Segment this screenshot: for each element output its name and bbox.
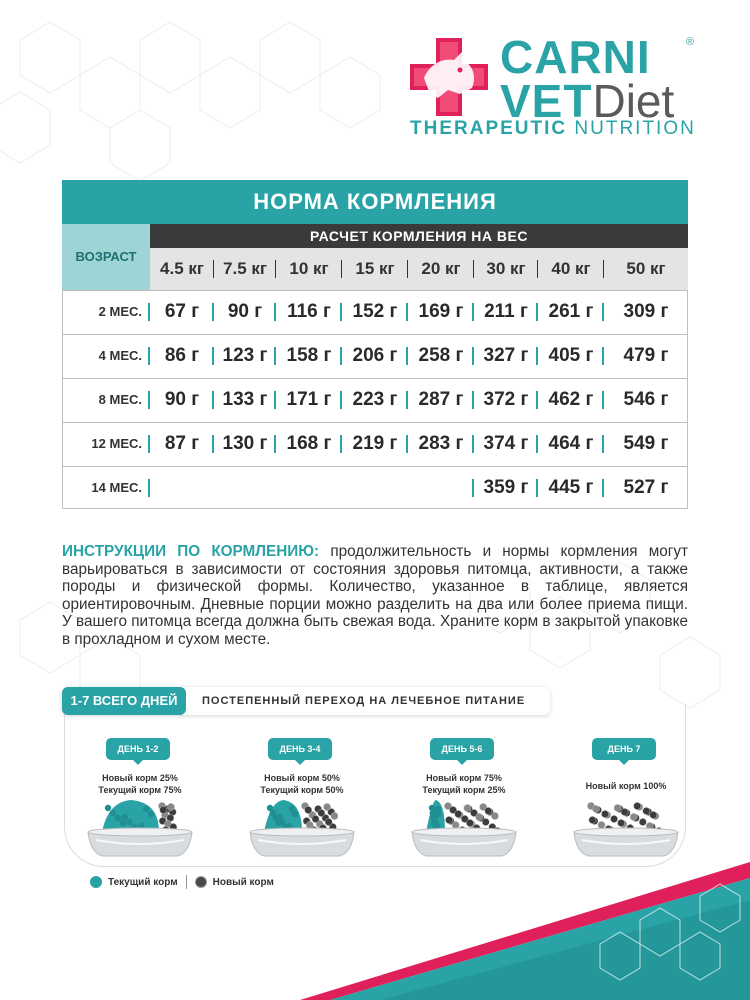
stage-current-food-text: Текущий корм 50% (260, 785, 344, 795)
tagline-light: NUTRITION (574, 118, 696, 139)
current-kibble (120, 820, 126, 826)
brand-word-carni: CARNI (500, 31, 651, 83)
new-kibble (476, 813, 483, 820)
table-cell: 287 г (408, 379, 474, 421)
table-cell: 86 г (150, 335, 214, 377)
stage-day-badge: ДЕНЬ 3-4 (268, 738, 332, 760)
brand-logo (410, 30, 710, 145)
new-kibble (601, 810, 608, 817)
table-cell: 90 г (214, 291, 276, 333)
stage-day-badge: ДЕНЬ 7 (592, 738, 656, 760)
bowl-rim (250, 828, 354, 836)
row-age-label: 12 МЕС. (62, 423, 150, 465)
table-cell: 546 г (623, 389, 669, 410)
table-cell: 158 г (276, 335, 342, 377)
stage-new-food-text: Новый корм 25% (102, 773, 178, 783)
new-kibble (160, 806, 167, 813)
current-food-swatch-icon (90, 876, 102, 888)
new-kibble (598, 821, 605, 828)
current-kibble (121, 814, 127, 820)
current-kibble (275, 820, 281, 826)
current-kibble (431, 820, 437, 826)
new-kibble (312, 815, 319, 822)
new-kibble (485, 807, 492, 814)
stage-current-food-text: Текущий корм 25% (422, 785, 506, 795)
table-cell: 90 г (150, 379, 214, 421)
food-legend (90, 874, 274, 890)
new-kibble (167, 803, 174, 810)
table-title: НОРМА КОРМЛЕНИЯ (62, 180, 688, 224)
transition-stage (566, 738, 686, 868)
legend-new-label: Новый корм (212, 876, 274, 888)
table-cell: 123 г (214, 335, 276, 377)
bowl-rim (412, 828, 516, 836)
table-cell: 116 г (276, 291, 342, 333)
new-kibble (621, 808, 628, 815)
table-cell: 327 г (474, 335, 538, 377)
new-kibble (634, 802, 641, 809)
current-kibble (115, 815, 121, 821)
new-kibble (630, 813, 637, 820)
new-kibble (618, 819, 625, 826)
table-cell: 372 г (474, 379, 538, 421)
table-cell: 464 г (538, 423, 604, 465)
table-cell: 223 г (342, 379, 408, 421)
new-kibble (464, 804, 471, 811)
new-kibble (452, 821, 459, 828)
table-cell: 374 г (474, 423, 538, 465)
new-kibble (592, 805, 599, 812)
new-kibble (614, 804, 621, 811)
food-bowl-icon (244, 794, 360, 862)
stage-day-badge: ДЕНЬ 5-6 (430, 738, 494, 760)
current-kibble (436, 811, 442, 817)
table-cell: 133 г (214, 379, 276, 421)
current-kibble (148, 811, 154, 817)
medical-cross-pet-icon (410, 38, 488, 116)
table-cell: 527 г (623, 477, 669, 498)
current-kibble (126, 819, 132, 825)
transition-stage (80, 738, 200, 868)
new-kibble (650, 811, 657, 818)
weight-header-cell: 7.5 кг (214, 248, 276, 290)
new-kibble (445, 816, 452, 823)
new-kibble (318, 809, 325, 816)
new-kibble (331, 812, 338, 819)
table-cell: 219 г (342, 423, 408, 465)
row-age-label: 4 МЕС. (62, 335, 150, 377)
table-cell: 206 г (342, 335, 408, 377)
weight-header-row (150, 248, 688, 290)
instructions-heading: ИНСТРУКЦИИ ПО КОРМЛЕНИЮ: (62, 543, 320, 560)
new-kibble (643, 807, 650, 814)
weight-header-cell: 15 кг (342, 248, 408, 290)
transition-days-badge: 1-7 ВСЕГО ДНЕЙ (62, 687, 186, 715)
weight-header-cell: 40 кг (538, 248, 604, 290)
age-header: ВОЗРАСТ (62, 224, 150, 290)
table-cell: 87 г (150, 423, 214, 465)
new-kibble (589, 816, 596, 823)
table-cell: 171 г (276, 379, 342, 421)
new-kibble (491, 812, 498, 819)
food-bowl-icon (406, 794, 522, 862)
new-kibble (639, 818, 646, 825)
stage-day-badge: ДЕНЬ 1-2 (106, 738, 170, 760)
table-cell: 405 г (538, 335, 604, 377)
table-cell: 130 г (214, 423, 276, 465)
bowl-rim (574, 828, 678, 836)
weight-header-cell: 20 кг (408, 248, 474, 290)
row-age-label: 14 МЕС. (62, 467, 150, 509)
stage-new-food-text: Новый корм 75% (426, 773, 502, 783)
weight-header-cell: 4.5 кг (150, 248, 214, 290)
stage-new-food-text: Новый корм 50% (264, 773, 340, 783)
tagline-bold: THERAPEUTIC (410, 118, 568, 139)
stage-new-food-text: Новый корм 100% (585, 781, 667, 791)
new-kibble (305, 806, 312, 813)
table-cell: 261 г (538, 291, 604, 333)
new-food-swatch-icon (195, 876, 207, 888)
weight-header-cell: 10 кг (276, 248, 342, 290)
table-cell: 67 г (150, 291, 214, 333)
weight-header-cell: 30 кг (474, 248, 538, 290)
brand-word-diet: Diet (592, 75, 675, 127)
current-kibble (143, 806, 149, 812)
table-cell: 211 г (474, 291, 538, 333)
table-cell: 283 г (408, 423, 474, 465)
food-bowl-icon (568, 794, 684, 862)
feeding-table (62, 180, 688, 508)
table-cell: 169 г (408, 291, 474, 333)
instructions-body: продолжительность и нормы кормления могут варьироваться в зависимости от состояния здоровья питомца, активности, а также породы и физической формы. Количество, указанное в таблице, является ориентировочным. Дневные порции можно разделить на два или более приема пищи. У вашего питомца всегда должна быть свежая вода. Храните корм в закрытой упаковке в прохладном и сухом месте. (62, 543, 688, 648)
food-bowl-icon (82, 794, 198, 862)
current-kibble (292, 811, 298, 817)
legend-separator (186, 875, 187, 889)
brand-tagline (410, 118, 696, 140)
table-cell: 445 г (538, 467, 604, 509)
new-kibble (482, 818, 489, 825)
transition-stage (242, 738, 362, 868)
table-cell: 359 г (474, 467, 538, 509)
table-cell: 258 г (408, 335, 474, 377)
new-kibble (611, 815, 618, 822)
table-cell: 309 г (623, 301, 669, 322)
transition-title: ПОСТЕПЕННЫЙ ПЕРЕХОД НА ЛЕЧЕБНОЕ ПИТАНИЕ (202, 695, 526, 707)
row-age-label: 2 МЕС. (62, 291, 150, 333)
new-kibble (325, 818, 332, 825)
new-kibble (455, 810, 462, 817)
table-cell: 549 г (623, 433, 669, 454)
table-cell: 152 г (342, 291, 408, 333)
row-age-label: 8 МЕС. (62, 379, 150, 421)
transition-stage (404, 738, 524, 868)
registered-mark: ® (686, 36, 695, 48)
table-cell: 168 г (276, 423, 342, 465)
bowl-rim (88, 828, 192, 836)
table-cell: 462 г (538, 379, 604, 421)
table-border (62, 290, 688, 509)
new-kibble (466, 819, 473, 826)
brand-word-vet: VET (500, 75, 593, 127)
feeding-instructions (62, 543, 688, 648)
table-cell: 479 г (623, 345, 669, 366)
legend-current-label: Текущий корм (108, 876, 178, 888)
current-kibble (110, 810, 116, 816)
transition-header (62, 687, 550, 715)
weight-calc-header: РАСЧЕТ КОРМЛЕНИЯ НА ВЕС (150, 224, 688, 248)
weight-header-cell: 50 кг (626, 259, 666, 278)
new-kibble (323, 803, 330, 810)
current-kibble (105, 805, 111, 811)
stage-current-food-text: Текущий корм 75% (98, 785, 182, 795)
